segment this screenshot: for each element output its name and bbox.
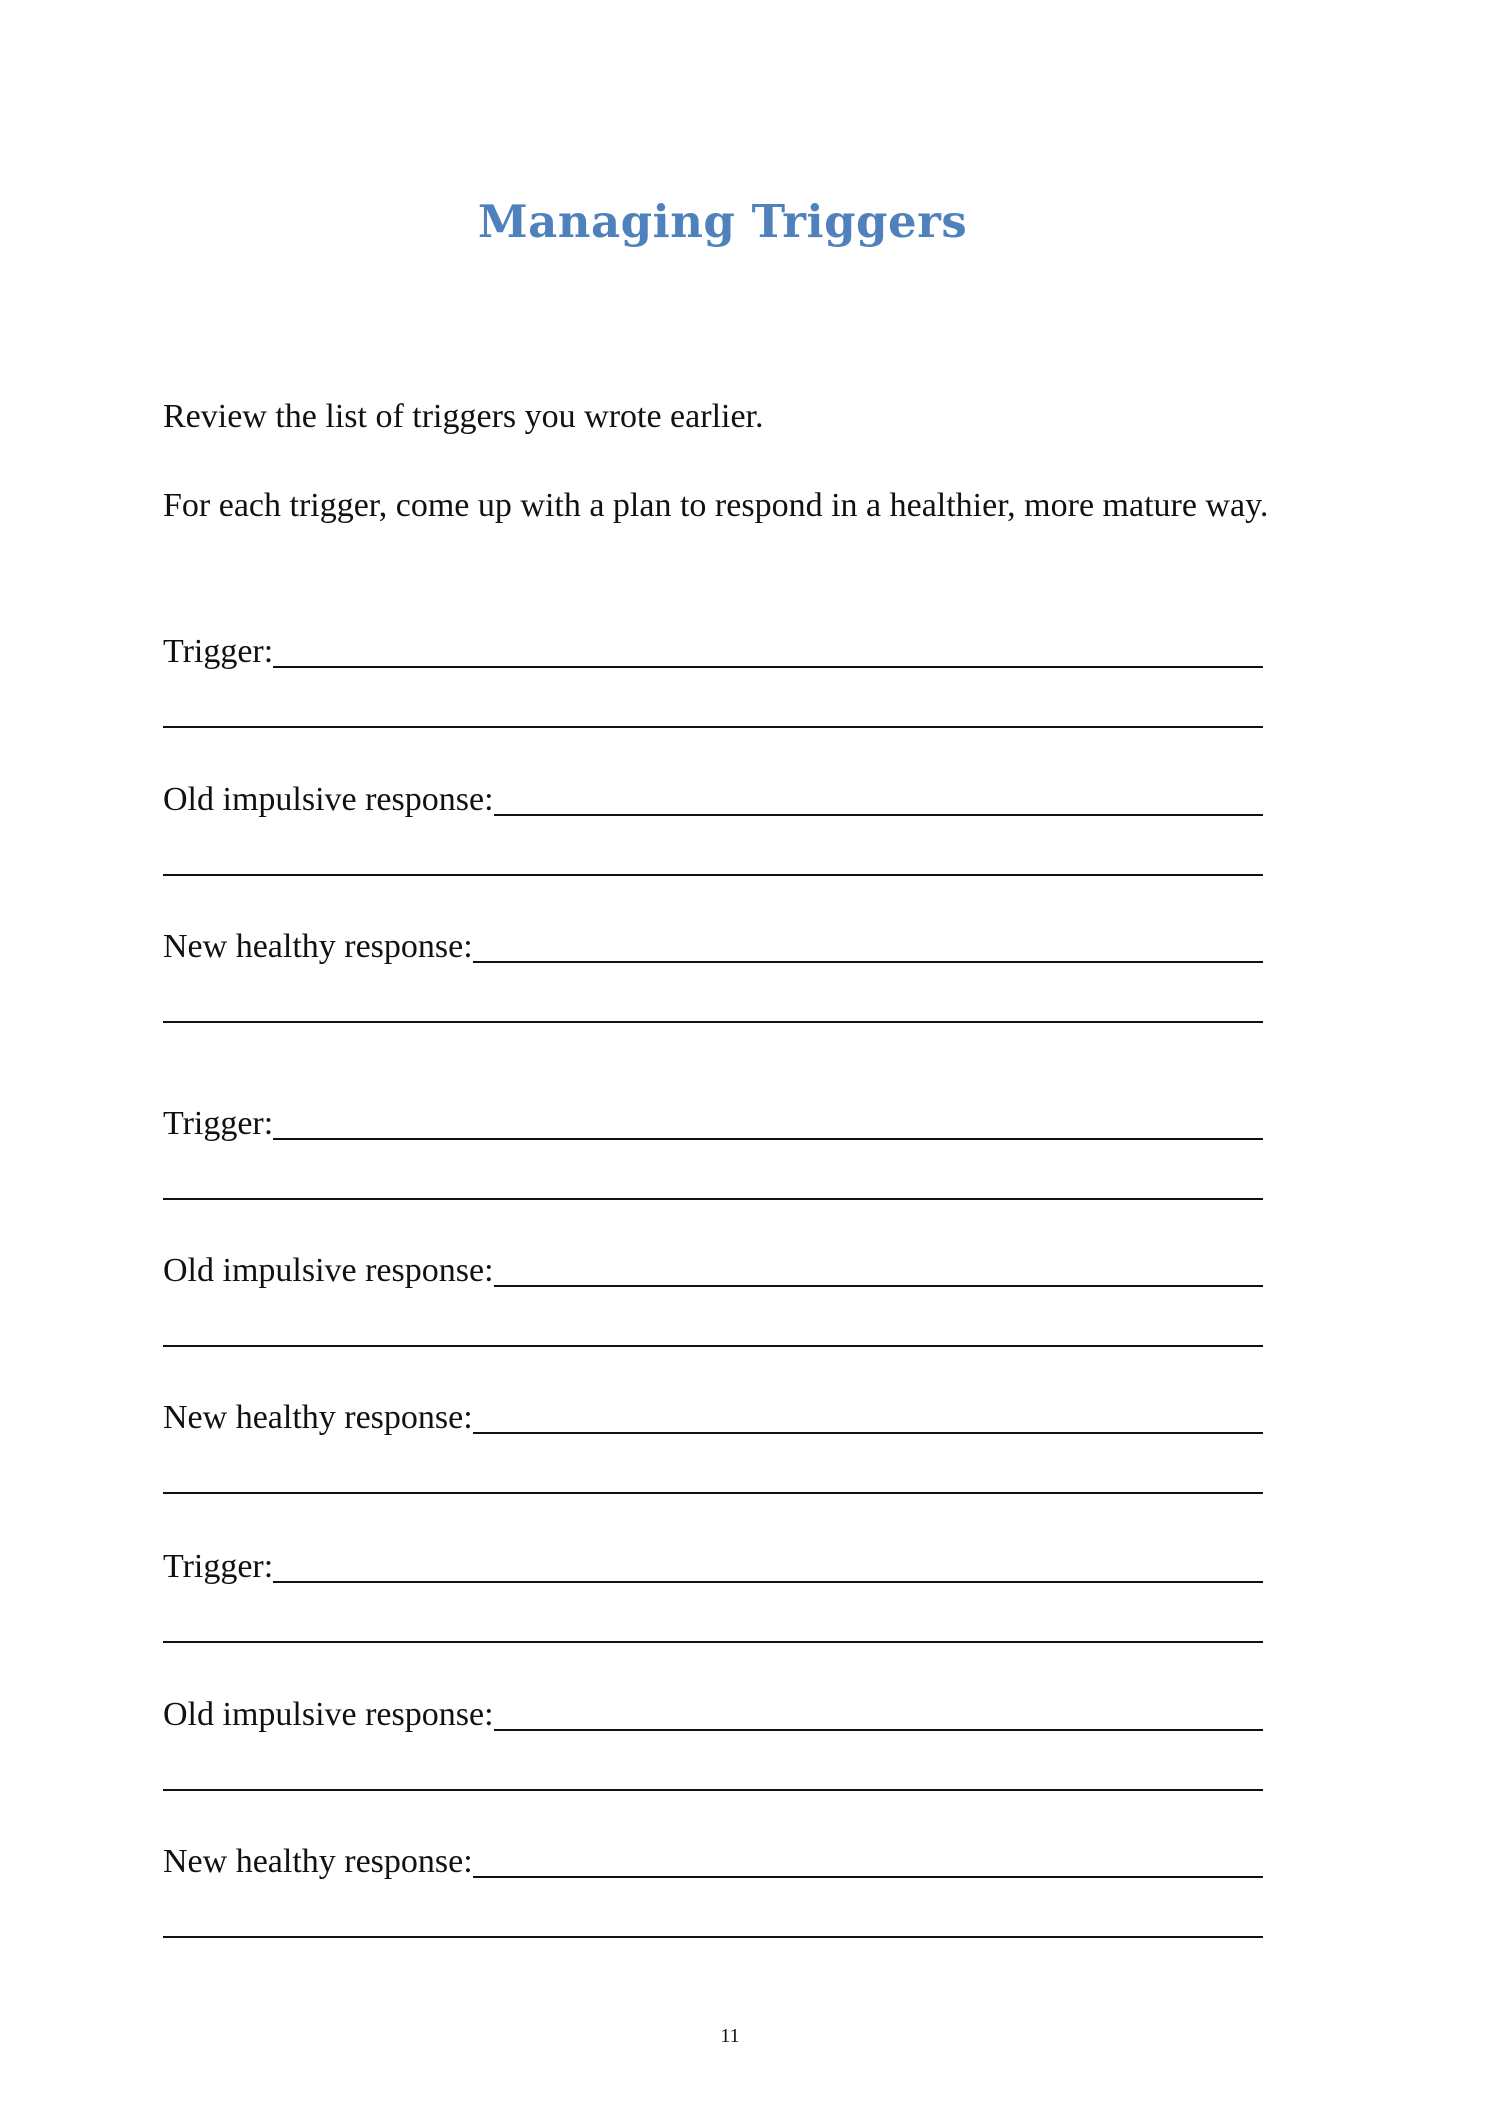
intro-paragraph-1: Review the list of triggers you wrote earlier.: [163, 398, 764, 435]
answer-line-continuation[interactable]: [163, 726, 1263, 728]
answer-line-continuation[interactable]: [163, 1198, 1263, 1200]
answer-line[interactable]: [273, 1138, 1263, 1140]
trigger-field[interactable]: [163, 1098, 1263, 1238]
old-impulsive-response-field[interactable]: [163, 774, 1263, 914]
answer-line-continuation[interactable]: [163, 1345, 1263, 1347]
old-impulsive-response-label: Old impulsive response:: [163, 1252, 494, 1289]
answer-line[interactable]: [273, 1581, 1263, 1583]
new-healthy-response-field[interactable]: [163, 921, 1263, 1061]
answer-line-continuation[interactable]: [163, 1936, 1263, 1938]
trigger-label: Trigger:: [163, 1105, 274, 1142]
answer-line[interactable]: [473, 1876, 1263, 1878]
new-healthy-response-label: New healthy response:: [163, 1399, 473, 1436]
new-healthy-response-label: New healthy response:: [163, 1843, 473, 1880]
trigger-field[interactable]: [163, 626, 1263, 766]
trigger-field[interactable]: [163, 1541, 1263, 1681]
answer-line[interactable]: [494, 814, 1263, 816]
answer-line[interactable]: [494, 1729, 1263, 1731]
answer-line[interactable]: [473, 961, 1263, 963]
answer-line-continuation[interactable]: [163, 1021, 1263, 1023]
page-number: 11: [720, 2025, 740, 2047]
answer-line-continuation[interactable]: [163, 1641, 1263, 1643]
page-title: Managing Triggers: [477, 195, 968, 248]
old-impulsive-response-field[interactable]: [163, 1689, 1263, 1829]
intro-section: [163, 388, 1280, 535]
trigger-label: Trigger:: [163, 633, 274, 670]
trigger-label: Trigger:: [163, 1548, 274, 1585]
intro-paragraph-2: For each trigger, come up with a plan to respond in a healthier, more mature way.: [163, 487, 1269, 524]
old-impulsive-response-field[interactable]: [163, 1245, 1263, 1385]
old-impulsive-response-label: Old impulsive response:: [163, 1696, 494, 1733]
new-healthy-response-field[interactable]: [163, 1392, 1263, 1532]
answer-line[interactable]: [273, 666, 1263, 668]
answer-line-continuation[interactable]: [163, 1492, 1263, 1494]
new-healthy-response-label: New healthy response:: [163, 928, 473, 965]
new-healthy-response-field[interactable]: [163, 1836, 1263, 1976]
old-impulsive-response-label: Old impulsive response:: [163, 781, 494, 818]
answer-line[interactable]: [494, 1285, 1263, 1287]
answer-line[interactable]: [473, 1432, 1263, 1434]
answer-line-continuation[interactable]: [163, 874, 1263, 876]
answer-line-continuation[interactable]: [163, 1789, 1263, 1791]
